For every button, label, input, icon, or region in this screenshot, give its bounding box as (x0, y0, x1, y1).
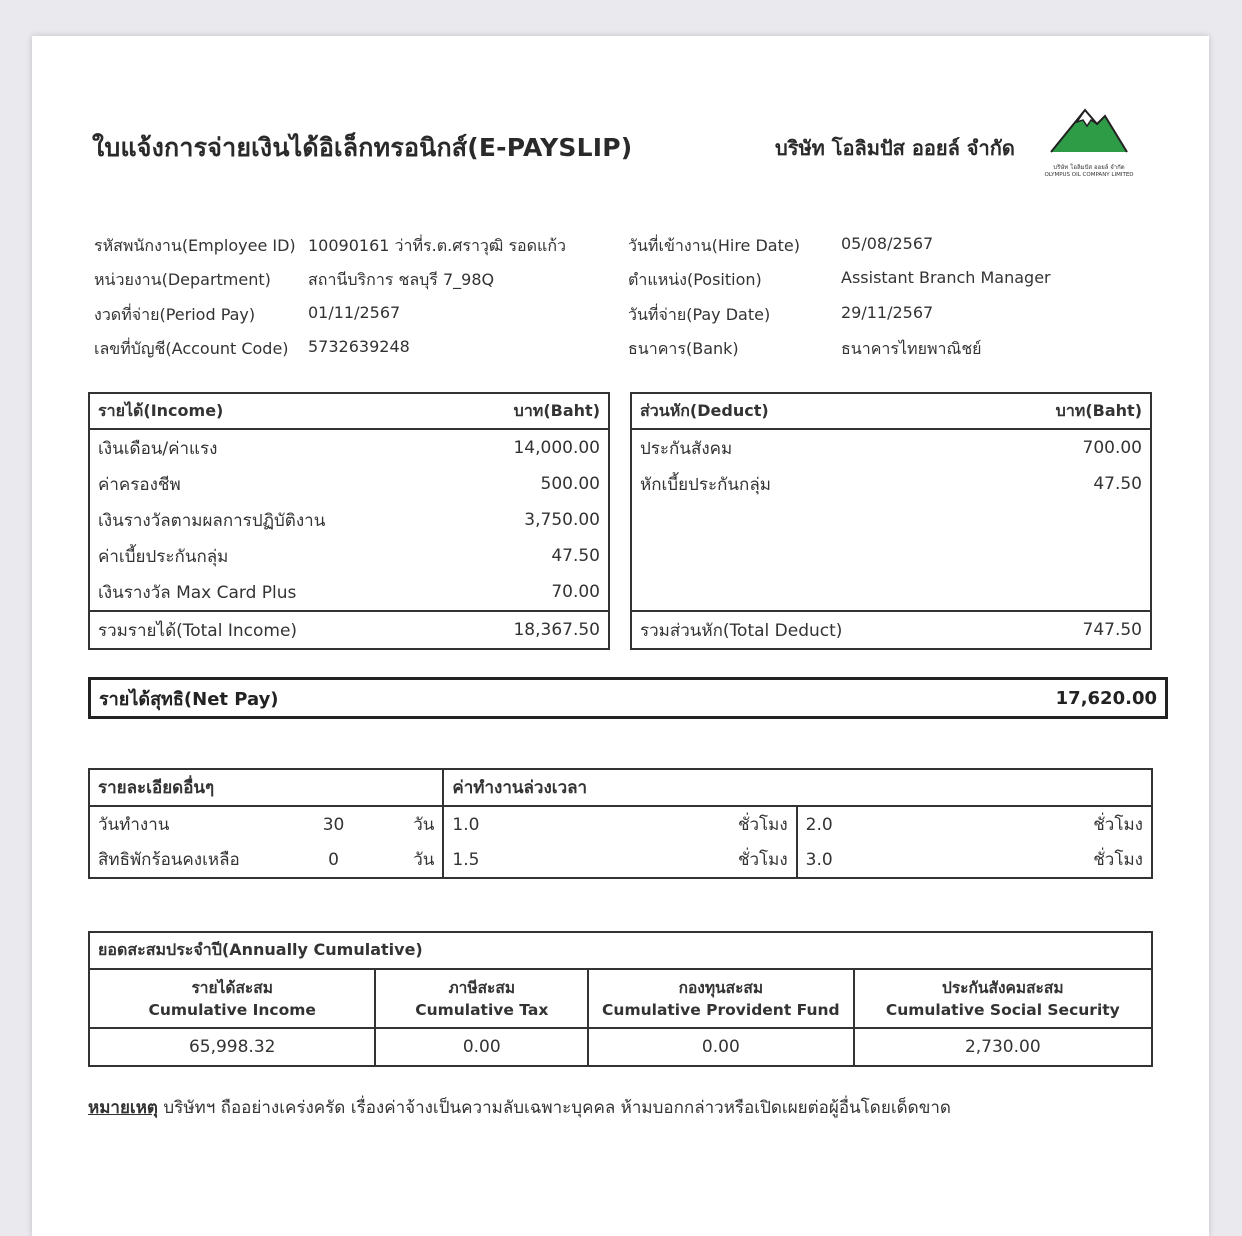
cumulative-fund-th: กองทุนสะสม (678, 978, 764, 997)
position-label: ตำแหน่ง(Position) (628, 270, 762, 289)
net-pay-amount: 17,620.00 (1055, 687, 1157, 709)
ot-rate-1-0: 1.0 (443, 806, 523, 842)
deduct-header: ส่วนหัก(Deduct) (631, 393, 985, 429)
account-code-value: 5732639248 (308, 337, 410, 356)
deduct-unit: บาท(Baht) (985, 393, 1152, 429)
income-item-label: เงินรางวัลตามผลการปฏิบัติงาน (98, 510, 326, 531)
income-item-amount: 47.50 (551, 546, 600, 566)
cumulative-income-en: Cumulative Income (148, 1000, 316, 1019)
period-pay-label: งวดที่จ่าย(Period Pay) (94, 305, 256, 324)
total-deduct-label: รวมส่วนหัก(Total Deduct) (631, 611, 985, 649)
company-name: บริษัท โอลิมปัส ออยล์ จำกัด (775, 136, 1015, 160)
bank-label: ธนาคาร(Bank) (628, 339, 739, 358)
income-item-label: ค่าครองชีพ (98, 474, 181, 495)
cumulative-social-security-th: ประกันสังคมสะสม (942, 978, 1064, 997)
cumulative-social-security-en: Cumulative Social Security (885, 1000, 1120, 1019)
deduct-row (631, 429, 1151, 466)
employee-id-value: 10090161 ว่าที่ร.ต.ศราวุฒิ รอดแก้ว (308, 236, 567, 255)
total-deduct-amount: 747.50 (985, 611, 1152, 649)
pay-date-value: 29/11/2567 (841, 303, 934, 322)
note-text: บริษัทฯ ถืออย่างเคร่งครัด เรื่องค่าจ้างเป็นความลับเฉพาะบุคคล ห้ามบอกกล่าวหรือเปิดเผยต่อผู้อื่นโดยเด็ดขาด (163, 1098, 951, 1118)
cumulative-fund-header (588, 969, 854, 1028)
mountain-logo-icon (1049, 104, 1129, 156)
company-logo (1039, 104, 1139, 184)
income-row (89, 538, 609, 574)
logo-text-en: OLYMPUS OIL COMPANY LIMITED (1044, 172, 1134, 178)
account-code-label: เลขที่บัญชี(Account Code) (94, 339, 289, 358)
income-item-amount: 14,000.00 (513, 438, 600, 458)
payslip-title: ใบแจ้งการจ่ายเงินได้อิเล็กทรอนิกส์(E-PAYSLIP) (92, 133, 633, 162)
deduct-empty-row (631, 502, 1151, 538)
work-days-unit: วัน (413, 815, 435, 835)
other-details-header: รายละเอียดอื่นๆ (89, 769, 443, 806)
department-value: สถานีบริการ ชลบุรี 7_98Q (308, 270, 495, 289)
cumulative-tax-value: 0.00 (375, 1028, 588, 1066)
income-unit: บาท(Baht) (454, 393, 609, 429)
deduct-empty-row (631, 538, 1151, 574)
ot-rate-3-0: 3.0 (797, 842, 877, 878)
cumulative-table (88, 931, 1153, 1067)
cumulative-fund-en: Cumulative Provident Fund (602, 1000, 840, 1019)
total-income-amount: 18,367.50 (454, 611, 609, 649)
period-pay-value: 01/11/2567 (308, 303, 401, 322)
income-row (89, 429, 609, 466)
income-item-label: ค่าเบี้ยประกันกลุ่ม (98, 546, 229, 567)
cumulative-tax-en: Cumulative Tax (415, 1000, 549, 1019)
ot-rate-2-0-unit: ชั่วโมง (1093, 815, 1143, 835)
income-item-amount: 70.00 (551, 582, 600, 602)
net-pay-box (88, 677, 1168, 719)
income-item-amount: 3,750.00 (524, 510, 600, 530)
deduct-item-amount: 47.50 (1093, 474, 1142, 494)
cumulative-social-security-header (854, 969, 1152, 1028)
income-row (89, 574, 609, 611)
ot-rate-1-5: 1.5 (443, 842, 523, 878)
vacation-label: สิทธิพักร้อนคงเหลือ (98, 850, 240, 870)
cumulative-income-value: 65,998.32 (188, 1037, 276, 1057)
deduct-item-amount: 700.00 (1082, 438, 1142, 458)
vacation-row (89, 842, 1152, 878)
deduct-row (631, 466, 1151, 502)
total-income-label: รวมรายได้(Total Income) (89, 611, 454, 649)
cumulative-social-security-value: 2,730.00 (854, 1028, 1152, 1066)
cumulative-title: ยอดสะสมประจำปี(Annually Cumulative) (89, 932, 1152, 969)
logo-text-th: บริษัท โอลิมปัส ออยล์ จำกัด (1053, 164, 1125, 171)
cumulative-income-th: รายได้สะสม (191, 978, 273, 997)
income-row (89, 502, 609, 538)
income-header: รายได้(Income) (89, 393, 454, 429)
work-days-label: วันทำงาน (98, 815, 170, 835)
work-days-value: 30 (322, 814, 345, 835)
ot-rate-1-5-unit: ชั่วโมง (737, 850, 788, 870)
income-table (88, 392, 610, 650)
ot-rate-3-0-unit: ชั่วโมง (1093, 850, 1143, 870)
bank-value: ธนาคารไทยพาณิชย์ (841, 339, 982, 358)
cumulative-fund-value: 0.00 (588, 1028, 854, 1066)
deduct-item-label: ประกันสังคม (640, 438, 733, 459)
overtime-header: ค่าทำงานล่วงเวลา (443, 769, 1152, 806)
payslip-page (32, 36, 1209, 1236)
note (88, 1094, 951, 1121)
cumulative-income-header (89, 969, 375, 1028)
net-pay-label: รายได้สุทธิ(Net Pay) (99, 688, 279, 710)
cumulative-tax-th: ภาษีสะสม (448, 978, 516, 997)
ot-rate-2-0: 2.0 (797, 806, 877, 842)
pay-date-label: วันที่จ่าย(Pay Date) (628, 305, 771, 324)
note-keyword: หมายเหตุ (88, 1098, 158, 1118)
vacation-value: 0 (328, 849, 339, 870)
income-item-label: เงินรางวัล Max Card Plus (98, 582, 297, 603)
deduct-table (630, 392, 1152, 650)
employee-id-label: รหัสพนักงาน(Employee ID) (94, 236, 296, 255)
ot-rate-1-0-unit: ชั่วโมง (737, 815, 788, 835)
income-item-amount: 500.00 (540, 474, 600, 494)
other-details-table (88, 768, 1153, 879)
deduct-empty-row (631, 574, 1151, 611)
income-row (89, 466, 609, 502)
hire-date-value: 05/08/2567 (841, 234, 934, 253)
department-label: หน่วยงาน(Department) (94, 270, 271, 289)
hire-date-label: วันที่เข้างาน(Hire Date) (628, 236, 800, 255)
deduct-item-label: หักเบี้ยประกันกลุ่ม (640, 474, 771, 495)
vacation-unit: วัน (413, 850, 435, 870)
cumulative-tax-header (375, 969, 588, 1028)
income-item-label: เงินเดือน/ค่าแรง (98, 438, 218, 459)
work-days-row (89, 806, 1152, 842)
position-value: Assistant Branch Manager (841, 268, 1051, 287)
